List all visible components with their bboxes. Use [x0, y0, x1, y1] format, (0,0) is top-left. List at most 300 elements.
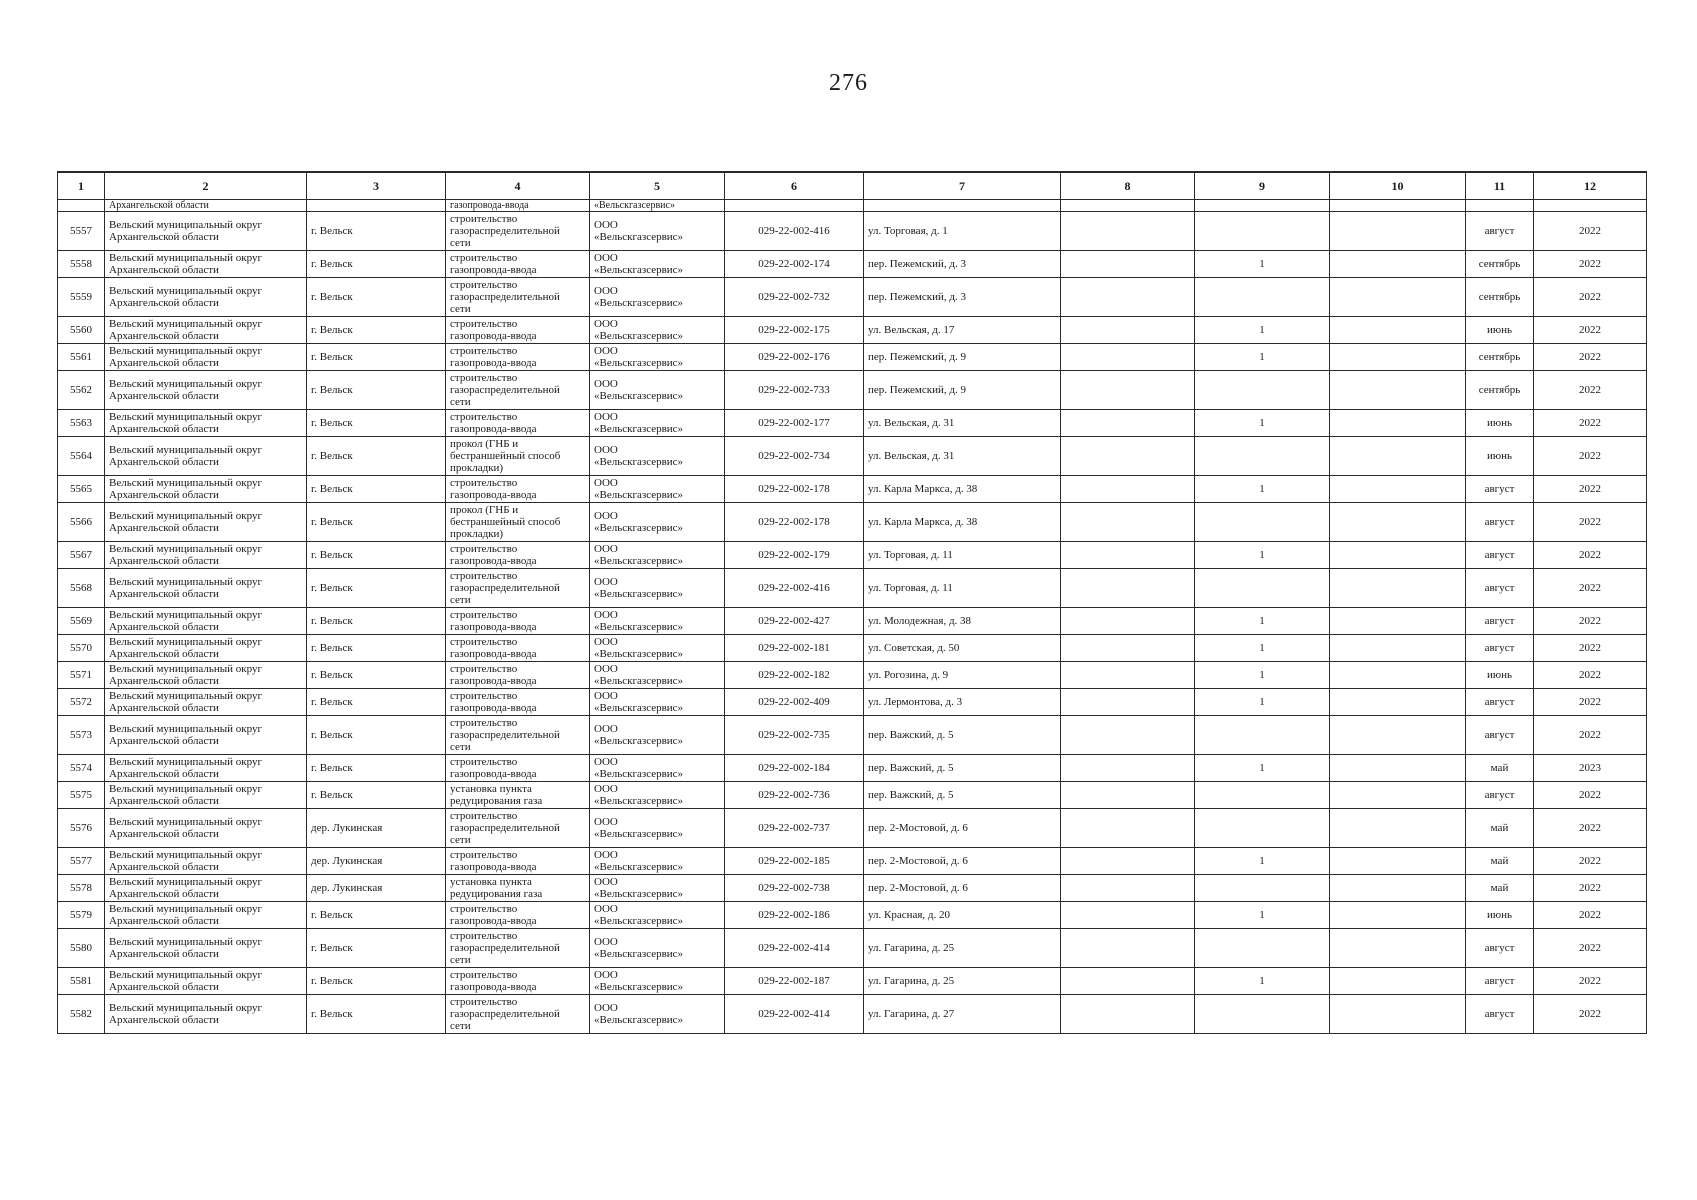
cell-month: май: [1466, 755, 1534, 782]
cell-month: июнь: [1466, 410, 1534, 437]
cell-col9: [1195, 200, 1330, 212]
cell-organization: ООО «Вельскгазсервис»: [590, 371, 725, 410]
cell-settlement: [307, 200, 446, 212]
cell-year: [1534, 200, 1647, 212]
cell-district: Вельский муниципальный округ Архангельской области: [105, 809, 307, 848]
cell-district: Вельский муниципальный округ Архангельской области: [105, 635, 307, 662]
table-row: [58, 755, 1647, 782]
cell-year: 2023: [1534, 755, 1647, 782]
cell-code: 029-22-002-174: [725, 251, 864, 278]
cell-settlement: г. Вельск: [307, 716, 446, 755]
cell-settlement: г. Вельск: [307, 755, 446, 782]
cell-organization: «Вельскгазсервис»: [590, 200, 725, 212]
table-row: [58, 689, 1647, 716]
cell-month: август: [1466, 929, 1534, 968]
cell-district: Вельский муниципальный округ Архангельской области: [105, 929, 307, 968]
cell-code: 029-22-002-427: [725, 608, 864, 635]
cell-address: пер. Пежемский, д. 3: [864, 251, 1061, 278]
cell-organization: ООО «Вельскгазсервис»: [590, 278, 725, 317]
cell-organization: ООО «Вельскгазсервис»: [590, 476, 725, 503]
cell-month: май: [1466, 875, 1534, 902]
cell-settlement: г. Вельск: [307, 317, 446, 344]
cell-col10: [1330, 344, 1466, 371]
table-row: [58, 662, 1647, 689]
cell-col10: [1330, 437, 1466, 476]
cell-organization: ООО «Вельскгазсервис»: [590, 569, 725, 608]
table-row: [58, 371, 1647, 410]
cell-settlement: дер. Лукинская: [307, 848, 446, 875]
cell-month: июнь: [1466, 902, 1534, 929]
cell-number: 5575: [58, 782, 105, 809]
cell-settlement: дер. Лукинская: [307, 809, 446, 848]
cell-col10: [1330, 968, 1466, 995]
continuation-row: [58, 200, 1647, 212]
cell-number: 5560: [58, 317, 105, 344]
cell-organization: ООО «Вельскгазсервис»: [590, 437, 725, 476]
cell-month: август: [1466, 542, 1534, 569]
cell-settlement: г. Вельск: [307, 437, 446, 476]
cell-number: 5577: [58, 848, 105, 875]
table-row: [58, 278, 1647, 317]
cell-col10: [1330, 503, 1466, 542]
cell-col10: [1330, 635, 1466, 662]
cell-settlement: г. Вельск: [307, 635, 446, 662]
cell-month: сентябрь: [1466, 251, 1534, 278]
cell-number: 5579: [58, 902, 105, 929]
table-row: [58, 317, 1647, 344]
cell-col9: 1: [1195, 476, 1330, 503]
cell-address: ул. Торговая, д. 11: [864, 542, 1061, 569]
cell-work-type: строительство газопровода-ввода: [446, 902, 590, 929]
cell-col9: [1195, 437, 1330, 476]
cell-address: пер. Важский, д. 5: [864, 716, 1061, 755]
cell-address: ул. Гагарина, д. 27: [864, 995, 1061, 1034]
cell-code: 029-22-002-733: [725, 371, 864, 410]
cell-number: 5557: [58, 212, 105, 251]
cell-month: август: [1466, 995, 1534, 1034]
cell-work-type: строительство газораспределительной сети: [446, 371, 590, 410]
cell-col10: [1330, 476, 1466, 503]
cell-organization: ООО «Вельскгазсервис»: [590, 608, 725, 635]
cell-district: Вельский муниципальный округ Архангельской области: [105, 662, 307, 689]
cell-col10: [1330, 902, 1466, 929]
cell-year: 2022: [1534, 317, 1647, 344]
cell-col8: [1061, 410, 1195, 437]
cell-settlement: г. Вельск: [307, 476, 446, 503]
cell-year: 2022: [1534, 608, 1647, 635]
cell-code: 029-22-002-414: [725, 995, 864, 1034]
cell-number: 5563: [58, 410, 105, 437]
register-table: [57, 171, 1647, 1034]
cell-organization: ООО «Вельскгазсервис»: [590, 902, 725, 929]
column-header-4: 4: [446, 172, 590, 200]
cell-number: 5559: [58, 278, 105, 317]
cell-code: 029-22-002-186: [725, 902, 864, 929]
cell-col10: [1330, 995, 1466, 1034]
cell-code: 029-22-002-738: [725, 875, 864, 902]
cell-number: 5576: [58, 809, 105, 848]
cell-col10: [1330, 755, 1466, 782]
cell-work-type: строительство газопровода-ввода: [446, 635, 590, 662]
cell-settlement: г. Вельск: [307, 278, 446, 317]
cell-settlement: г. Вельск: [307, 995, 446, 1034]
cell-organization: ООО «Вельскгазсервис»: [590, 929, 725, 968]
column-header-10: 10: [1330, 172, 1466, 200]
cell-col8: [1061, 875, 1195, 902]
cell-organization: ООО «Вельскгазсервис»: [590, 635, 725, 662]
cell-district: Вельский муниципальный округ Архангельской области: [105, 476, 307, 503]
cell-col9: [1195, 809, 1330, 848]
cell-settlement: г. Вельск: [307, 212, 446, 251]
cell-district: Вельский муниципальный округ Архангельской области: [105, 278, 307, 317]
cell-work-type: строительство газораспределительной сети: [446, 569, 590, 608]
cell-month: август: [1466, 476, 1534, 503]
cell-address: пер. Пежемский, д. 9: [864, 371, 1061, 410]
cell-code: 029-22-002-178: [725, 503, 864, 542]
cell-col10: [1330, 716, 1466, 755]
column-header-6: 6: [725, 172, 864, 200]
cell-number: 5564: [58, 437, 105, 476]
cell-organization: ООО «Вельскгазсервис»: [590, 344, 725, 371]
cell-work-type: строительство газопровода-ввода: [446, 662, 590, 689]
cell-district: Вельский муниципальный округ Архангельской области: [105, 902, 307, 929]
table-row: [58, 968, 1647, 995]
cell-address: пер. Важский, д. 5: [864, 782, 1061, 809]
cell-address: ул. Вельская, д. 31: [864, 410, 1061, 437]
page-number: 276: [829, 70, 868, 96]
cell-settlement: г. Вельск: [307, 410, 446, 437]
cell-col9: 1: [1195, 902, 1330, 929]
cell-district: Вельский муниципальный округ Архангельской области: [105, 410, 307, 437]
cell-col8: [1061, 995, 1195, 1034]
cell-address: ул. Карла Маркса, д. 38: [864, 503, 1061, 542]
cell-col10: [1330, 278, 1466, 317]
table-row: [58, 608, 1647, 635]
cell-address: ул. Молодежная, д. 38: [864, 608, 1061, 635]
cell-organization: ООО «Вельскгазсервис»: [590, 716, 725, 755]
column-header-2: 2: [105, 172, 307, 200]
column-header-11: 11: [1466, 172, 1534, 200]
cell-district: Вельский муниципальный округ Архангельской области: [105, 875, 307, 902]
cell-number: 5582: [58, 995, 105, 1034]
cell-month: август: [1466, 635, 1534, 662]
cell-year: 2022: [1534, 809, 1647, 848]
cell-col10: [1330, 608, 1466, 635]
cell-year: 2022: [1534, 848, 1647, 875]
cell-number: 5581: [58, 968, 105, 995]
cell-district: Вельский муниципальный округ Архангельской области: [105, 371, 307, 410]
cell-organization: ООО «Вельскгазсервис»: [590, 317, 725, 344]
cell-number: 5578: [58, 875, 105, 902]
cell-settlement: г. Вельск: [307, 608, 446, 635]
cell-col8: [1061, 476, 1195, 503]
table-row: [58, 410, 1647, 437]
table-row: [58, 542, 1647, 569]
cell-month: август: [1466, 608, 1534, 635]
cell-col9: 1: [1195, 848, 1330, 875]
cell-col10: [1330, 809, 1466, 848]
cell-year: 2022: [1534, 968, 1647, 995]
cell-work-type: строительство газопровода-ввода: [446, 344, 590, 371]
cell-col8: [1061, 662, 1195, 689]
cell-col9: 1: [1195, 251, 1330, 278]
cell-address: [864, 200, 1061, 212]
cell-number: 5580: [58, 929, 105, 968]
cell-district: Вельский муниципальный округ Архангельской области: [105, 503, 307, 542]
cell-code: 029-22-002-181: [725, 635, 864, 662]
cell-address: ул. Советская, д. 50: [864, 635, 1061, 662]
table-row: [58, 569, 1647, 608]
cell-col10: [1330, 782, 1466, 809]
cell-work-type: строительство газопровода-ввода: [446, 848, 590, 875]
cell-organization: ООО «Вельскгазсервис»: [590, 848, 725, 875]
cell-number: 5568: [58, 569, 105, 608]
cell-col9: [1195, 875, 1330, 902]
cell-month: июнь: [1466, 317, 1534, 344]
cell-col8: [1061, 317, 1195, 344]
column-header-8: 8: [1061, 172, 1195, 200]
column-header-12: 12: [1534, 172, 1647, 200]
cell-work-type: строительство газопровода-ввода: [446, 755, 590, 782]
cell-col8: [1061, 755, 1195, 782]
cell-code: 029-22-002-184: [725, 755, 864, 782]
cell-address: ул. Вельская, д. 17: [864, 317, 1061, 344]
table-row: [58, 635, 1647, 662]
table-header: [58, 172, 1647, 200]
cell-district: Вельский муниципальный округ Архангельской области: [105, 608, 307, 635]
table-row: [58, 875, 1647, 902]
cell-work-type: строительство газораспределительной сети: [446, 995, 590, 1034]
cell-address: ул. Вельская, д. 31: [864, 437, 1061, 476]
cell-col9: [1195, 212, 1330, 251]
cell-col9: 1: [1195, 635, 1330, 662]
cell-col10: [1330, 371, 1466, 410]
cell-number: [58, 200, 105, 212]
cell-code: 029-22-002-185: [725, 848, 864, 875]
cell-address: пер. Пежемский, д. 9: [864, 344, 1061, 371]
cell-col9: [1195, 995, 1330, 1034]
cell-work-type: строительство газопровода-ввода: [446, 476, 590, 503]
cell-col9: [1195, 716, 1330, 755]
cell-col10: [1330, 410, 1466, 437]
cell-month: август: [1466, 689, 1534, 716]
cell-organization: ООО «Вельскгазсервис»: [590, 542, 725, 569]
cell-district: Вельский муниципальный округ Архангельской области: [105, 782, 307, 809]
table-row: [58, 782, 1647, 809]
cell-work-type: строительство газораспределительной сети: [446, 212, 590, 251]
cell-month: август: [1466, 968, 1534, 995]
cell-code: 029-22-002-736: [725, 782, 864, 809]
table-row: [58, 848, 1647, 875]
cell-col9: [1195, 569, 1330, 608]
cell-organization: ООО «Вельскгазсервис»: [590, 410, 725, 437]
cell-address: ул. Гагарина, д. 25: [864, 968, 1061, 995]
table-row: [58, 902, 1647, 929]
cell-settlement: г. Вельск: [307, 344, 446, 371]
cell-col9: 1: [1195, 608, 1330, 635]
cell-organization: ООО «Вельскгазсервис»: [590, 968, 725, 995]
cell-settlement: г. Вельск: [307, 251, 446, 278]
cell-address: пер. 2-Мостовой, д. 6: [864, 848, 1061, 875]
cell-col9: 1: [1195, 755, 1330, 782]
cell-address: ул. Красная, д. 20: [864, 902, 1061, 929]
cell-work-type: прокол (ГНБ и бестраншейный способ прокладки): [446, 437, 590, 476]
cell-code: 029-22-002-176: [725, 344, 864, 371]
cell-col10: [1330, 212, 1466, 251]
cell-number: 5573: [58, 716, 105, 755]
cell-organization: ООО «Вельскгазсервис»: [590, 689, 725, 716]
cell-col8: [1061, 968, 1195, 995]
cell-settlement: г. Вельск: [307, 371, 446, 410]
cell-address: пер. Важский, д. 5: [864, 755, 1061, 782]
cell-work-type: установка пункта редуцирования газа: [446, 782, 590, 809]
cell-organization: ООО «Вельскгазсервис»: [590, 662, 725, 689]
cell-col10: [1330, 848, 1466, 875]
cell-address: ул. Рогозина, д. 9: [864, 662, 1061, 689]
cell-month: май: [1466, 809, 1534, 848]
cell-month: май: [1466, 848, 1534, 875]
table-row: [58, 995, 1647, 1034]
cell-col8: [1061, 278, 1195, 317]
cell-month: июнь: [1466, 437, 1534, 476]
cell-col8: [1061, 929, 1195, 968]
cell-code: 029-22-002-187: [725, 968, 864, 995]
cell-code: 029-22-002-414: [725, 929, 864, 968]
cell-work-type: строительство газопровода-ввода: [446, 968, 590, 995]
cell-year: 2022: [1534, 635, 1647, 662]
cell-district: Вельский муниципальный округ Архангельской области: [105, 995, 307, 1034]
cell-work-type: строительство газопровода-ввода: [446, 251, 590, 278]
cell-work-type: строительство газораспределительной сети: [446, 716, 590, 755]
cell-district: Вельский муниципальный округ Архангельской области: [105, 542, 307, 569]
cell-work-type: строительство газопровода-ввода: [446, 317, 590, 344]
cell-year: 2022: [1534, 503, 1647, 542]
cell-month: август: [1466, 569, 1534, 608]
table-row: [58, 212, 1647, 251]
cell-col10: [1330, 200, 1466, 212]
cell-year: 2022: [1534, 662, 1647, 689]
cell-col10: [1330, 662, 1466, 689]
cell-number: 5561: [58, 344, 105, 371]
cell-code: 029-22-002-175: [725, 317, 864, 344]
cell-col9: 1: [1195, 317, 1330, 344]
table-body: [58, 200, 1647, 1034]
cell-col8: [1061, 608, 1195, 635]
cell-district: Вельский муниципальный округ Архангельской области: [105, 755, 307, 782]
cell-work-type: строительство газораспределительной сети: [446, 278, 590, 317]
cell-settlement: г. Вельск: [307, 689, 446, 716]
cell-number: 5569: [58, 608, 105, 635]
cell-number: 5571: [58, 662, 105, 689]
cell-col10: [1330, 542, 1466, 569]
cell-code: 029-22-002-416: [725, 569, 864, 608]
column-header-5: 5: [590, 172, 725, 200]
cell-settlement: г. Вельск: [307, 782, 446, 809]
cell-organization: ООО «Вельскгазсервис»: [590, 782, 725, 809]
cell-month: август: [1466, 212, 1534, 251]
cell-number: 5565: [58, 476, 105, 503]
cell-month: сентябрь: [1466, 344, 1534, 371]
cell-number: 5574: [58, 755, 105, 782]
cell-district: Вельский муниципальный округ Архангельской области: [105, 317, 307, 344]
cell-address: ул. Лермонтова, д. 3: [864, 689, 1061, 716]
cell-col8: [1061, 542, 1195, 569]
cell-organization: ООО «Вельскгазсервис»: [590, 995, 725, 1034]
table-row: [58, 437, 1647, 476]
cell-address: ул. Гагарина, д. 25: [864, 929, 1061, 968]
cell-work-type: строительство газораспределительной сети: [446, 809, 590, 848]
cell-col10: [1330, 251, 1466, 278]
table-row: [58, 809, 1647, 848]
cell-settlement: г. Вельск: [307, 968, 446, 995]
cell-settlement: г. Вельск: [307, 569, 446, 608]
cell-address: ул. Торговая, д. 11: [864, 569, 1061, 608]
cell-code: 029-22-002-734: [725, 437, 864, 476]
cell-col8: [1061, 782, 1195, 809]
column-header-1: 1: [58, 172, 105, 200]
cell-col8: [1061, 212, 1195, 251]
cell-code: 029-22-002-737: [725, 809, 864, 848]
cell-work-type: строительство газораспределительной сети: [446, 929, 590, 968]
cell-address: пер. Пежемский, д. 3: [864, 278, 1061, 317]
cell-organization: ООО «Вельскгазсервис»: [590, 875, 725, 902]
cell-year: 2022: [1534, 716, 1647, 755]
cell-col8: [1061, 437, 1195, 476]
cell-year: 2022: [1534, 278, 1647, 317]
cell-number: 5567: [58, 542, 105, 569]
cell-month: [1466, 200, 1534, 212]
cell-year: 2022: [1534, 569, 1647, 608]
cell-district: Вельский муниципальный округ Архангельской области: [105, 344, 307, 371]
cell-col9: 1: [1195, 968, 1330, 995]
cell-district: Вельский муниципальный округ Архангельской области: [105, 848, 307, 875]
cell-settlement: г. Вельск: [307, 503, 446, 542]
cell-col8: [1061, 848, 1195, 875]
cell-organization: ООО «Вельскгазсервис»: [590, 809, 725, 848]
cell-month: июнь: [1466, 662, 1534, 689]
cell-settlement: г. Вельск: [307, 662, 446, 689]
cell-code: 029-22-002-179: [725, 542, 864, 569]
cell-col9: 1: [1195, 662, 1330, 689]
cell-district: Вельский муниципальный округ Архангельской области: [105, 251, 307, 278]
cell-work-type: газопровода-ввода: [446, 200, 590, 212]
cell-code: 029-22-002-735: [725, 716, 864, 755]
cell-year: 2022: [1534, 371, 1647, 410]
table-row: [58, 251, 1647, 278]
cell-year: 2022: [1534, 251, 1647, 278]
cell-month: август: [1466, 503, 1534, 542]
cell-col8: [1061, 689, 1195, 716]
cell-col10: [1330, 875, 1466, 902]
cell-code: 029-22-002-178: [725, 476, 864, 503]
cell-settlement: дер. Лукинская: [307, 875, 446, 902]
cell-col9: [1195, 782, 1330, 809]
cell-year: 2022: [1534, 212, 1647, 251]
column-header-9: 9: [1195, 172, 1330, 200]
cell-code: 029-22-002-409: [725, 689, 864, 716]
table-row: [58, 503, 1647, 542]
table-row: [58, 716, 1647, 755]
cell-year: 2022: [1534, 542, 1647, 569]
cell-year: 2022: [1534, 995, 1647, 1034]
cell-year: 2022: [1534, 410, 1647, 437]
cell-col9: [1195, 929, 1330, 968]
cell-number: 5572: [58, 689, 105, 716]
cell-code: 029-22-002-732: [725, 278, 864, 317]
column-header-3: 3: [307, 172, 446, 200]
cell-settlement: г. Вельск: [307, 542, 446, 569]
cell-work-type: строительство газопровода-ввода: [446, 689, 590, 716]
